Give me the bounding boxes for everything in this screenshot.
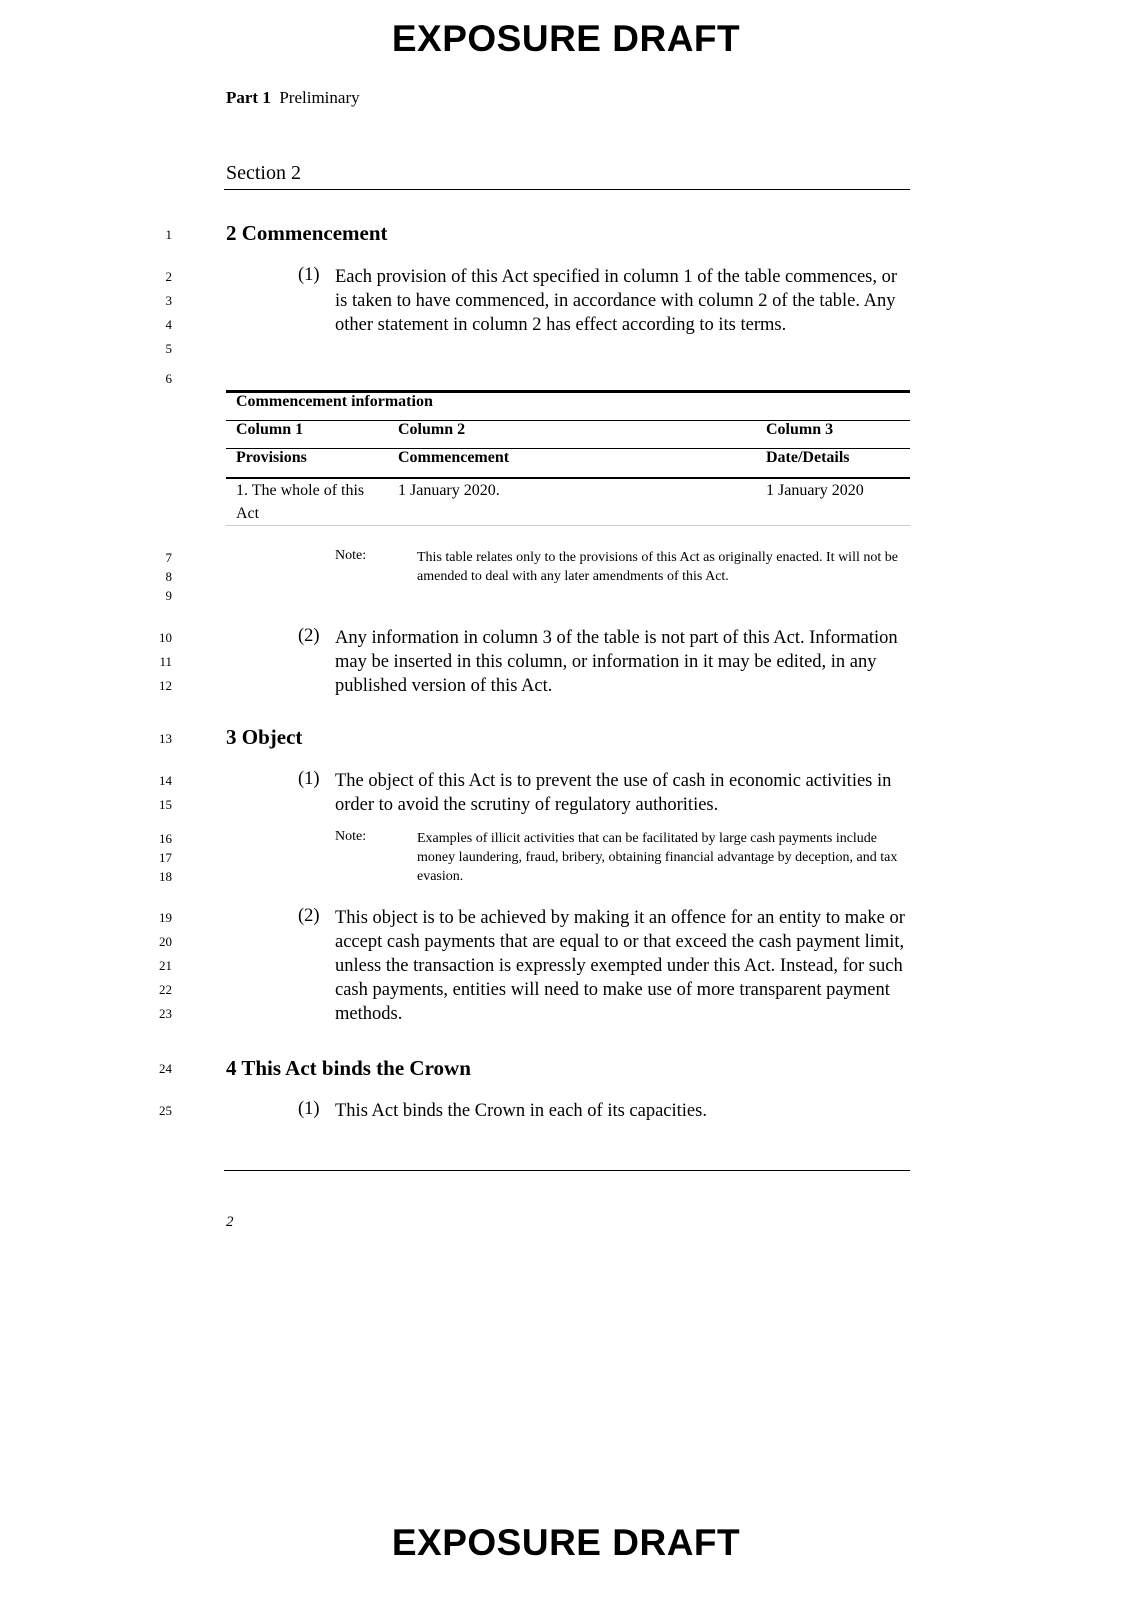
- note-text: Examples of illicit activities that can be facilitated by large cash payments include money laundering, fraud, bribery, obtaining financial advantage by deception, and tax evasion.: [417, 831, 898, 884]
- table-cell: 1 January 2020: [756, 478, 910, 526]
- note-text: This table relates only to the provisions of this Act as originally enacted. It will not be amended to deal with any later amendments of this Act.: [417, 550, 898, 584]
- line-number: 20: [159, 934, 172, 949]
- table-subheader: Date/Details: [756, 449, 910, 479]
- subsection-number: (1): [298, 1099, 320, 1119]
- running-header: [226, 88, 360, 108]
- line-number: 7: [165, 550, 172, 565]
- part-title: Preliminary: [279, 88, 360, 107]
- exposure-draft-banner-bottom: EXPOSURE DRAFT: [391, 1522, 741, 1563]
- line-number: 18: [159, 869, 172, 884]
- note-label: Note:: [335, 548, 367, 563]
- subsection-text: Any information in column 3 of the table is not part of this Act. Information may be inserted in this column, or information in it may be edited, in any published version of this Act.: [335, 628, 898, 696]
- subsection-text: This Act binds the Crown in each of its capacities.: [335, 1101, 707, 1121]
- table-cell: 1 January 2020.: [388, 478, 756, 526]
- line-number: 9: [165, 588, 172, 603]
- commencement-table: [226, 390, 910, 526]
- line-number: 19: [159, 910, 172, 925]
- table-subheader: Provisions: [226, 449, 388, 479]
- line-number: 6: [165, 371, 172, 386]
- exposure-draft-banner-top: EXPOSURE DRAFT: [391, 18, 741, 59]
- line-number: 23: [159, 1006, 172, 1021]
- line-number: 10: [159, 630, 172, 645]
- table-column-header: Column 3: [756, 421, 910, 449]
- line-number: 22: [159, 982, 172, 997]
- line-number: 3: [165, 293, 172, 308]
- line-number: 5: [165, 341, 172, 356]
- subsection-text: Each provision of this Act specified in column 1 of the table commences, or is taken to have commenced, in accordance with column 2 of the table. Any other statement in column 2 has effect according to its terms.: [335, 267, 898, 335]
- table-column-header: Column 2: [388, 421, 756, 449]
- line-number: 13: [159, 731, 172, 746]
- subsection-text: This object is to be achieved by making it an offence for an entity to make or accept cash payments that are equal to or that exceed the cash payment limit, unless the transaction is expressly exempted under this Act. Instead, for such cash payments, entities will need to make use of more transparent payment methods.: [335, 908, 905, 1024]
- line-number: 1: [165, 227, 172, 242]
- line-number: 8: [165, 569, 172, 584]
- line-number: 11: [159, 654, 172, 669]
- line-number: 25: [159, 1103, 172, 1118]
- section-3-heading: 3 Object: [226, 725, 303, 749]
- subsection-number: (1): [298, 265, 320, 285]
- line-number: 12: [159, 678, 172, 693]
- table-cell: 1. The whole of this Act: [226, 478, 388, 526]
- table-row: [226, 478, 910, 526]
- line-number: 2: [165, 269, 172, 284]
- table-subheader: Commencement: [388, 449, 756, 479]
- subsection-number: (1): [298, 769, 320, 789]
- section-4-heading: 4 This Act binds the Crown: [226, 1056, 471, 1080]
- subsection-text: The object of this Act is to prevent the use of cash in economic activities in order to avoid the scrutiny of regulatory authorities.: [335, 771, 892, 815]
- line-number: 24: [159, 1061, 172, 1076]
- section-label: Section 2: [226, 162, 301, 184]
- line-number: 21: [159, 958, 172, 973]
- section-2-heading: 2 Commencement: [226, 221, 388, 245]
- subsection-number: (2): [298, 906, 320, 926]
- page-number: 2: [226, 1214, 234, 1230]
- line-number: 17: [159, 850, 172, 865]
- footer-rule: [224, 1170, 910, 1171]
- line-number: 16: [159, 831, 172, 846]
- note-label: Note:: [335, 829, 367, 844]
- subsection-number: (2): [298, 626, 320, 646]
- line-number: 4: [165, 317, 172, 332]
- line-number: 14: [159, 773, 172, 788]
- header-rule: [224, 189, 910, 190]
- table-title: Commencement information: [226, 392, 910, 421]
- table-column-header: Column 1: [226, 421, 388, 449]
- part-number: Part 1: [226, 88, 271, 107]
- line-number: 15: [159, 797, 172, 812]
